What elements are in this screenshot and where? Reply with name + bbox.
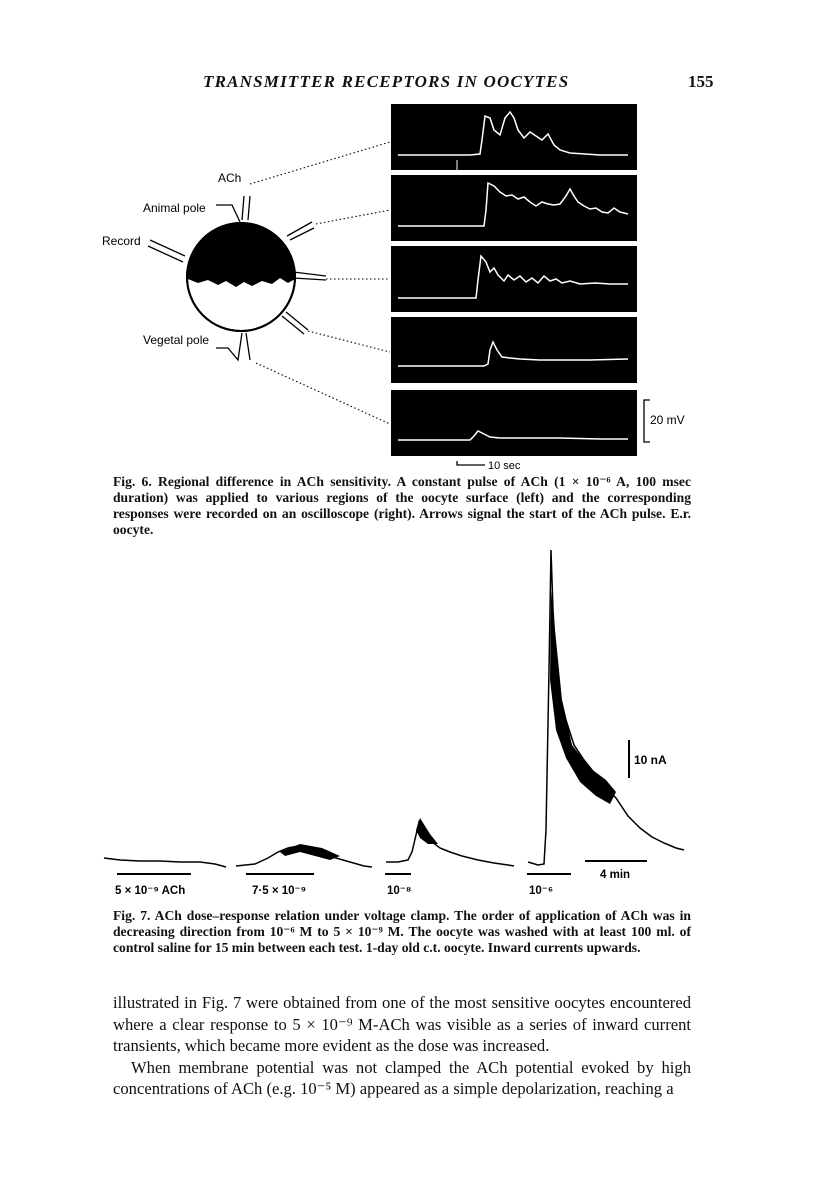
dose-label-3: 10⁻⁸ bbox=[387, 885, 412, 897]
label-record: Record bbox=[102, 234, 141, 248]
oscilloscope-panel-1 bbox=[391, 104, 637, 170]
voltage-scale-bar bbox=[644, 400, 685, 442]
oscilloscope-panel-2 bbox=[391, 175, 637, 241]
current-scale-bar bbox=[629, 740, 667, 778]
voltage-scale-label: 20 mV bbox=[650, 413, 685, 427]
oscilloscope-panel-4 bbox=[391, 317, 637, 383]
trace-1e-8 bbox=[386, 822, 514, 866]
time-scale-label-fig7: 4 min bbox=[600, 869, 631, 881]
time-scale-label-fig6: 10 sec bbox=[488, 460, 521, 472]
running-head: TRANSMITTER RECEPTORS IN OOCYTES bbox=[203, 72, 570, 91]
body-text bbox=[113, 992, 691, 1100]
trace-5e-9 bbox=[104, 858, 226, 867]
current-scale-label: 10 nA bbox=[634, 753, 667, 767]
figure-6 bbox=[0, 0, 816, 480]
figure-6-caption: Fig. 6. Regional difference in ACh sensitivity. A constant pulse of ACh (1 × 10⁻⁶ A, 100 msec duration) was applied to various regions of the oocyte surface (left) and the corresponding responses were recorded on an oscilloscope (right). Arrows signal the start of the ACh pulse. E.r. oocyte. bbox=[113, 474, 691, 537]
dose-label-1: 5 × 10⁻⁹ ACh bbox=[115, 885, 186, 897]
noise-envelopes bbox=[280, 590, 616, 860]
time-scale-bar-fig7 bbox=[585, 861, 647, 881]
label-vegetal-pole: Vegetal pole bbox=[143, 333, 210, 347]
time-scale-bar-fig6 bbox=[457, 460, 521, 472]
oscilloscope-panel-3 bbox=[391, 246, 637, 312]
figure-7 bbox=[0, 530, 816, 910]
paragraph-1: illustrated in Fig. 7 were obtained from one of the most sensitive oocytes encountered where a clear response to 5 × 10⁻⁹ M-ACh was visible as a series of inward current transients, which became more evident as the dose was increased. bbox=[113, 993, 691, 1055]
oscilloscope-panel-5 bbox=[391, 390, 637, 456]
label-animal-pole: Animal pole bbox=[143, 201, 206, 215]
current-traces bbox=[104, 550, 684, 867]
dose-label-2: 7·5 × 10⁻⁹ bbox=[252, 885, 307, 897]
label-ach: ACh bbox=[218, 171, 242, 185]
dose-label-4: 10⁻⁶ bbox=[529, 885, 554, 897]
page-number: 155 bbox=[688, 72, 714, 91]
figure-7-caption: Fig. 7. ACh dose–response relation under voltage clamp. The order of application of ACh was in decreasing direction from 10⁻⁶ M to 5 × 10⁻⁹ M. The oocyte was washed with at least 100 ml. of control saline for 15 min between each test. 1-day old c.t. oocyte. Inward currents upwards. bbox=[113, 908, 691, 955]
paragraph-2: When membrane potential was not clamped the ACh potential evoked by high concentrations of ACh (e.g. 10⁻⁵ M) appeared as a simple depolarization, reaching a bbox=[113, 1057, 691, 1098]
